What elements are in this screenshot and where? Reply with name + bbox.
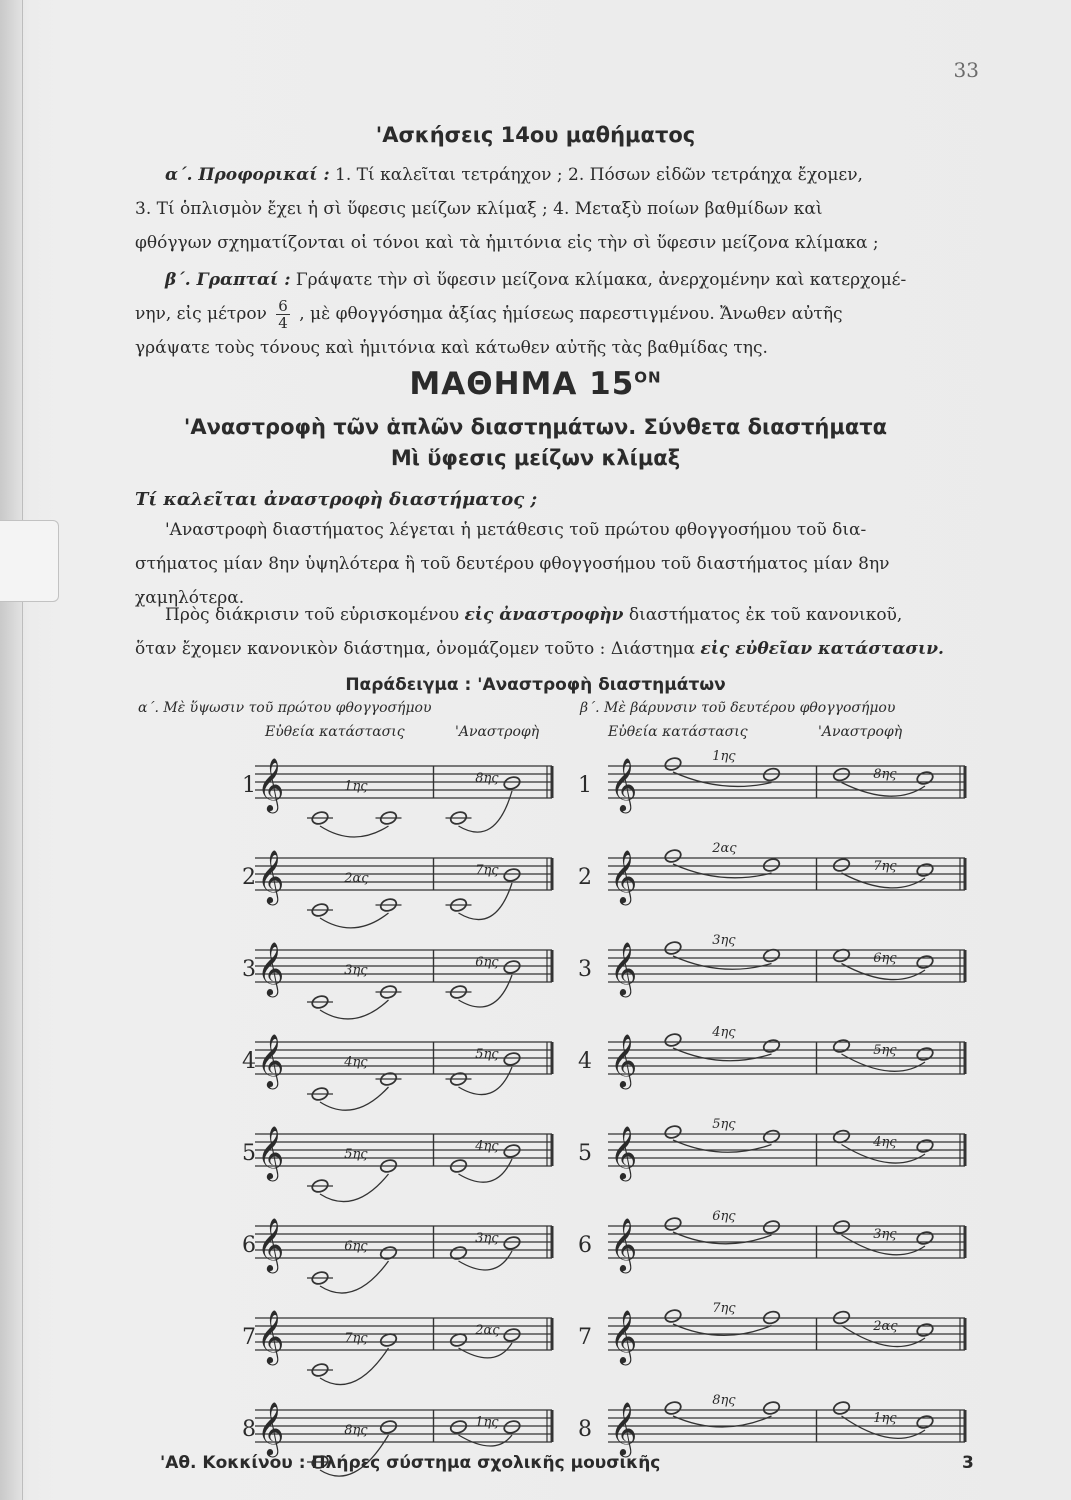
inversion-arc: [459, 791, 513, 832]
inversion-arc: [459, 1067, 513, 1095]
whole-note: [664, 940, 683, 956]
whole-note: [916, 1230, 935, 1246]
whole-note: [916, 770, 935, 786]
interval-label-b-left: 2ας: [712, 841, 737, 856]
row-number: 3: [242, 957, 256, 982]
row-number: 6: [578, 1233, 592, 1258]
interval-label-a-right: 6ης: [475, 955, 499, 970]
interval-label-b-right: 6ης: [873, 951, 897, 966]
interval-label-a-right: 4ης: [475, 1139, 499, 1154]
whole-note: [503, 1327, 522, 1343]
whole-note: [664, 1032, 683, 1048]
interval-label-a-right: 7ης: [475, 863, 499, 878]
treble-clef-icon: 𝄞: [257, 1401, 285, 1455]
interval-label-a-right: 3ης: [475, 1231, 499, 1246]
whole-note: [379, 1419, 398, 1435]
row-number: 8: [242, 1417, 256, 1442]
distinction-line-1: Πρὸς διάκρισιν τοῦ εὑρισκομένου εἰς ἀναστροφὴν διαστήματος ἐκ τοῦ κανονικοῦ,: [165, 605, 903, 625]
interval-label-a-left: 4ης: [344, 1055, 368, 1070]
row-number: 2: [578, 865, 592, 890]
row-number: 4: [242, 1049, 256, 1074]
interval-label-a-left: 7ης: [344, 1331, 368, 1346]
written-line-2: νην, εἰς μέτρον $\frac{6}{4}$ , μὲ φθογγόσημα ἀξίας ἡμίσεως παρεστιγμένου. Ἄνωθεν αὐτῆς: [135, 297, 843, 332]
treble-clef-icon: 𝄞: [610, 757, 638, 811]
row-number: 1: [242, 773, 256, 798]
interval-label-b-left: 8ης: [712, 1393, 736, 1408]
interval-label-a-left: 5ης: [344, 1147, 368, 1162]
interval-label-b-left: 3ης: [712, 933, 736, 948]
distinction-line-2: ὅταν ἔχομεν κανονικὸν διάστημα, ὀνομάζομεν τοῦτο : Διάστημα εἰς εὐθεῖαν κατάστασιν.: [135, 639, 944, 659]
whole-note: [503, 775, 522, 791]
interval-arc: [320, 913, 389, 928]
inversion-arc: [842, 873, 926, 888]
interval-arc: [320, 1261, 389, 1293]
exercises-title: 'Ασκήσεις 14ου μαθήματος: [375, 123, 696, 147]
example-title: Παράδειγμα : 'Αναστροφὴ διαστημάτων: [345, 675, 726, 695]
treble-clef-icon: 𝄞: [257, 941, 285, 995]
whole-note: [762, 1038, 781, 1054]
whole-note: [503, 1051, 522, 1067]
oral-line-3: φθόγγων σχηματίζονται οἱ τόνοι καὶ τὰ ἡμιτόνια εἰς τὴν σὶ ὕφεσιν μείζονα κλίμακα ;: [135, 233, 879, 253]
interval-arc: [320, 1087, 389, 1110]
lesson-title: ΜΑΘΗΜΑ $15^{ON}$: [409, 366, 662, 402]
column-b-subtitle-inversion: 'Αναστροφὴ: [818, 724, 903, 740]
interval-arc: [320, 1000, 389, 1019]
answer-line-2: στήματος μίαν 8ην ὑψηλότερα ἢ τοῦ δευτέρου φθογγοσήμου τοῦ διαστήματος μίαν 8ην: [135, 554, 890, 574]
whole-note: [916, 862, 935, 878]
time-signature-fraction: $\frac{6}{4}$: [278, 297, 288, 332]
whole-note: [832, 1219, 851, 1235]
whole-note: [664, 756, 683, 772]
whole-note: [762, 857, 781, 873]
treble-clef-icon: 𝄞: [610, 1125, 638, 1179]
row-number: 5: [578, 1141, 592, 1166]
column-b-title: β΄. Μὲ βάρυνσιν τοῦ δευτέρου φθογγοσήμου: [580, 700, 896, 716]
interval-label-b-right: 1ης: [873, 1411, 897, 1426]
interval-label-b-right: 7ης: [873, 859, 897, 874]
whole-note: [503, 1235, 522, 1251]
question: Τί καλεῖται ἀναστροφὴ διαστήματος ;: [135, 489, 538, 510]
oral-line-1: α΄. Προφορικαί : 1. Τί καλεῖται τετράηχον ; 2. Πόσων εἰδῶν τετράηχα ἔχομεν,: [165, 165, 863, 185]
treble-clef-icon: 𝄞: [610, 941, 638, 995]
whole-note: [664, 1124, 683, 1140]
inversion-arc: [842, 783, 926, 797]
whole-note: [762, 1219, 781, 1235]
treble-clef-icon: 𝄞: [257, 1217, 285, 1271]
treble-clef-icon: 𝄞: [257, 849, 285, 903]
interval-label-b-right: 5ης: [873, 1043, 897, 1058]
whole-note: [832, 857, 851, 873]
whole-note: [664, 1216, 683, 1232]
written-line-1: β΄. Γραπταί : Γράψατε τὴν σὶ ὕφεσιν μείζονα κλίμακα, ἀνερχομένην καὶ κατερχομέ-: [165, 270, 907, 290]
row-number: 3: [578, 957, 592, 982]
interval-label-b-right: 2ας: [873, 1319, 898, 1334]
interval-label-a-right: 8ης: [475, 771, 499, 786]
page-number: 33: [953, 58, 979, 82]
row-number: 2: [242, 865, 256, 890]
treble-clef-icon: 𝄞: [257, 1309, 285, 1363]
interval-label-a-left: 3ης: [344, 963, 368, 978]
treble-clef-icon: 𝄞: [610, 849, 638, 903]
answer-line-3: χαμηλότερα.: [135, 588, 245, 608]
lesson-subtitle-1: 'Αναστροφὴ τῶν ἁπλῶν διαστημάτων. Σύνθετα διαστήματα: [183, 415, 888, 439]
whole-note: [762, 1400, 781, 1416]
interval-label-b-left: 6ης: [712, 1209, 736, 1224]
whole-note: [664, 1308, 683, 1324]
treble-clef-icon: 𝄞: [610, 1309, 638, 1363]
interval-arc: [320, 826, 389, 837]
interval-label-a-right: 1ης: [475, 1415, 499, 1430]
lesson-subtitle-2: Μὶ ὕφεσις μείζων κλίμαξ: [390, 446, 681, 470]
row-number: 4: [578, 1049, 592, 1074]
whole-note: [832, 1038, 851, 1054]
interval-label-a-left: 8ης: [344, 1423, 368, 1438]
column-a-title: α΄. Μὲ ὕψωσιν τοῦ πρώτου φθογγοσήμου: [138, 700, 432, 716]
row-number: 6: [242, 1233, 256, 1258]
interval-label-b-right: 4ης: [873, 1135, 897, 1150]
column-a-subtitle-straight: Εὐθεία κατάστασις: [265, 724, 405, 740]
inversion-arc: [459, 1435, 513, 1446]
interval-label-a-left: 2ας: [344, 871, 369, 886]
treble-clef-icon: 𝄞: [257, 757, 285, 811]
interval-label-a-left: 1ης: [344, 779, 368, 794]
whole-note: [916, 1046, 935, 1062]
oral-label: α΄. Προφορικαί :: [165, 165, 330, 185]
interval-label-b-left: 1ης: [712, 749, 736, 764]
interval-label-a-left: 6ης: [344, 1239, 368, 1254]
row-number: 5: [242, 1141, 256, 1166]
interval-label-b-left: 5ης: [712, 1117, 736, 1132]
whole-note: [916, 1322, 935, 1338]
whole-note: [503, 959, 522, 975]
whole-note: [916, 1138, 935, 1154]
treble-clef-icon: 𝄞: [257, 1033, 285, 1087]
whole-note: [832, 1400, 851, 1416]
whole-note: [503, 867, 522, 883]
footer-page-number: 3: [962, 1453, 974, 1473]
footer-text: 'Αθ. Κοκκίνου : Πλήρες σύστημα σχολικῆς μουσικῆς: [160, 1453, 661, 1473]
whole-note: [916, 954, 935, 970]
whole-note: [449, 1419, 468, 1435]
written-label: β΄. Γραπταί :: [165, 270, 291, 290]
interval-label-a-right: 2ας: [475, 1323, 500, 1338]
oral-line-2: 3. Τί ὁπλισμὸν ἔχει ἡ σὶ ὕφεσις μείζων κλίμαξ ; 4. Μεταξὺ ποίων βαθμίδων καὶ: [135, 199, 823, 219]
answer-line-1: 'Αναστροφὴ διαστήματος λέγεται ἡ μετάθεσις τοῦ πρώτου φθογγοσήμου τοῦ δια-: [165, 520, 867, 540]
interval-label-b-right: 8ης: [873, 767, 897, 782]
whole-note: [503, 1143, 522, 1159]
row-number: 8: [578, 1417, 592, 1442]
column-b-subtitle-straight: Εὐθεία κατάστασις: [608, 724, 748, 740]
whole-note: [916, 1414, 935, 1430]
treble-clef-icon: 𝄞: [610, 1033, 638, 1087]
row-number: 7: [242, 1325, 256, 1350]
row-number: 1: [578, 773, 592, 798]
interval-label-b-left: 4ης: [712, 1025, 736, 1040]
interval-label-b-right: 3ης: [873, 1227, 897, 1242]
row-number: 7: [578, 1325, 592, 1350]
interval-label-b-left: 7ης: [712, 1301, 736, 1316]
column-a-subtitle-inversion: 'Αναστροφὴ: [455, 724, 540, 740]
whole-note: [503, 1419, 522, 1435]
treble-clef-icon: 𝄞: [257, 1125, 285, 1179]
treble-clef-icon: 𝄞: [610, 1401, 638, 1455]
interval-label-a-right: 5ης: [475, 1047, 499, 1062]
interval-arc: [320, 1348, 389, 1385]
interval-arc: [320, 1174, 389, 1202]
whole-note: [664, 1400, 683, 1416]
written-line-3: γράψατε τοὺς τόνους καὶ ἡμιτόνια καὶ κάτωθεν αὐτῆς τὰς βαθμίδας της.: [135, 338, 768, 358]
treble-clef-icon: 𝄞: [610, 1217, 638, 1271]
whole-note: [664, 848, 683, 864]
